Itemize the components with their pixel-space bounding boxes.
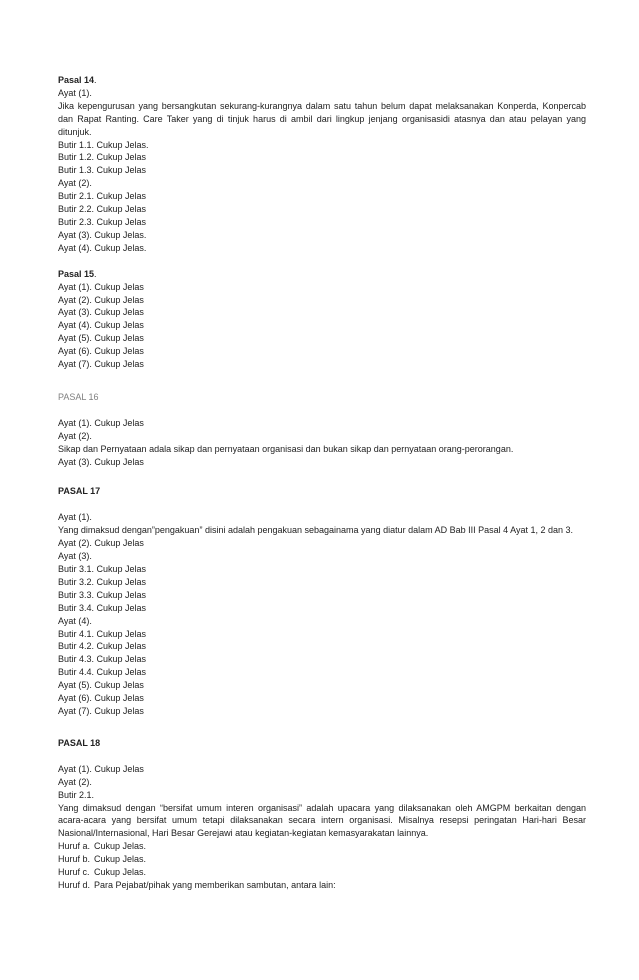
pasal-15-title: Pasal 15 (58, 268, 95, 279)
pasal-15-line: Ayat (3). Cukup Jelas (58, 307, 144, 318)
pasal-17-line: Butir 4.2. Cukup Jelas (58, 641, 147, 652)
document-page (58, 74, 586, 892)
pasal-14-heading (58, 74, 586, 87)
pasal-17-line: Butir 3.2. Cukup Jelas (58, 576, 147, 587)
pasal-17-line: Butir 3.4. Cukup Jelas (58, 602, 147, 613)
pasal-14-line: Butir 2.1. Cukup Jelas (58, 191, 147, 202)
huruf-label: Huruf d. (58, 879, 91, 890)
pasal-17-line: Butir 3.1. Cukup Jelas (58, 564, 147, 574)
section-spacer (58, 498, 586, 511)
huruf-text: Cukup Jelas. (94, 867, 147, 878)
pasal-14-line: Ayat (4). Cukup Jelas. (58, 242, 147, 253)
pasal-14-line: Ayat (3). Cukup Jelas. (58, 229, 147, 240)
huruf-text: Cukup Jelas. (94, 854, 147, 865)
pasal-17-line: Ayat (3). (58, 551, 92, 562)
pasal-17-line: Ayat (7). Cukup Jelas (58, 705, 144, 716)
pasal-14-line: Ayat (2). (58, 178, 92, 189)
pasal-15-line: Ayat (2). Cukup Jelas (58, 294, 144, 305)
pasal-14-line: Butir 2.2. Cukup Jelas (58, 204, 147, 215)
pasal-14-line: Butir 1.3. Cukup Jelas (58, 165, 147, 176)
pasal-18-line: Ayat (1). Cukup Jelas (58, 763, 144, 774)
pasal-16-line: Ayat (2). (58, 430, 92, 441)
section-spacer (58, 255, 586, 268)
pasal-14-line: Butir 2.3. Cukup Jelas (58, 216, 147, 227)
section-spacer (58, 404, 586, 417)
pasal-17-line: Ayat (5). Cukup Jelas (58, 680, 144, 691)
pasal-14-paragraph: Jika kepengurusan yang bersangkutan sekurang-kurangnya dalam satu tahun belum dapat melaksanakan Konperda, Konpercab dan Rapat Ranting. Care Taker yang di tinjuk harus di ambil dari lingkup jenjang organisasidi atasnya dan atau pelayan yang ditunjuk. (58, 100, 586, 137)
huruf-item (58, 866, 586, 879)
pasal-17-line: Butir 4.4. Cukup Jelas (58, 667, 147, 678)
pasal-16-line: Ayat (1). Cukup Jelas (58, 417, 144, 428)
huruf-label: Huruf a. (58, 841, 91, 852)
pasal-15-line: Ayat (6). Cukup Jelas (58, 346, 144, 357)
pasal-16-paragraph: Sikap dan Pernyataan adala sikap dan pernyataan organisasi dan bukan sikap dan pernyataan orang-perorangan. (58, 443, 514, 454)
pasal-18-line: Ayat (2). (58, 776, 92, 787)
pasal-15-suffix: . (94, 268, 97, 279)
pasal-15-line: Ayat (7). Cukup Jelas (58, 359, 144, 370)
section-spacer (58, 371, 586, 391)
section-spacer (58, 718, 586, 737)
pasal-15-line: Ayat (1). Cukup Jelas (58, 281, 144, 292)
pasal-17-paragraph: Yang dimaksud dengan”pengakuan” disini adalah pengakuan sebagainama yang diatur dalam AD Bab III Pasal 4 Ayat 1, 2 dan 3. (58, 525, 574, 536)
pasal-17-heading: PASAL 17 (58, 486, 101, 497)
section-spacer (58, 750, 586, 763)
pasal-14-line: Butir 1.2. Cukup Jelas (58, 152, 147, 163)
pasal-16-line: Ayat (3). Cukup Jelas (58, 456, 144, 467)
huruf-label: Huruf b. (58, 854, 91, 865)
huruf-label: Huruf c. (58, 867, 90, 878)
huruf-item (58, 853, 586, 866)
pasal-17-line: Butir 4.3. Cukup Jelas (58, 654, 147, 665)
huruf-item (58, 879, 586, 892)
pasal-17-line: Ayat (2). Cukup Jelas (58, 538, 144, 549)
pasal-16-heading: PASAL 16 (58, 391, 99, 402)
pasal-18-paragraph: Yang dimaksud dengan “bersifat umum interen organisasi” adalah upacara yang dilaksanakan oleh AMGPM berkaitan dengan acara-acara yang bersifat umum tetapi dilaksanakan secara intern organisasi. Misalnya resepsi peringatan Hari-hari Besar Nasional/Internasional, Hari Besar Gerejawi atau kegiatan-kegiatan kemasyarakatan lainnya. (58, 802, 586, 839)
pasal-14-line: Butir 1.1. Cukup Jelas. (58, 139, 149, 150)
section-spacer (58, 468, 586, 485)
pasal-15-line: Ayat (5). Cukup Jelas (58, 333, 144, 344)
pasal-17-line: Ayat (6). Cukup Jelas (58, 693, 144, 704)
pasal-17-line: Butir 3.3. Cukup Jelas (58, 589, 147, 600)
pasal-15-line: Ayat (4). Cukup Jelas (58, 320, 144, 331)
pasal-17-line: Ayat (4). (58, 615, 92, 626)
huruf-text: Para Pejabat/pihak yang memberikan sambutan, antara lain: (94, 879, 336, 890)
huruf-item (58, 840, 586, 853)
pasal-17-line: Butir 4.1. Cukup Jelas (58, 628, 147, 639)
pasal-18-line: Butir 2.1. (58, 789, 95, 800)
pasal-14-title: Pasal 14 (58, 75, 95, 85)
pasal-14-suffix: . (94, 75, 97, 85)
pasal-14-line: Ayat (1). (58, 87, 92, 98)
huruf-text: Cukup Jelas. (94, 841, 147, 852)
pasal-18-heading: PASAL 18 (58, 737, 101, 748)
pasal-17-line: Ayat (1). (58, 512, 92, 523)
pasal-15-heading (58, 268, 586, 281)
